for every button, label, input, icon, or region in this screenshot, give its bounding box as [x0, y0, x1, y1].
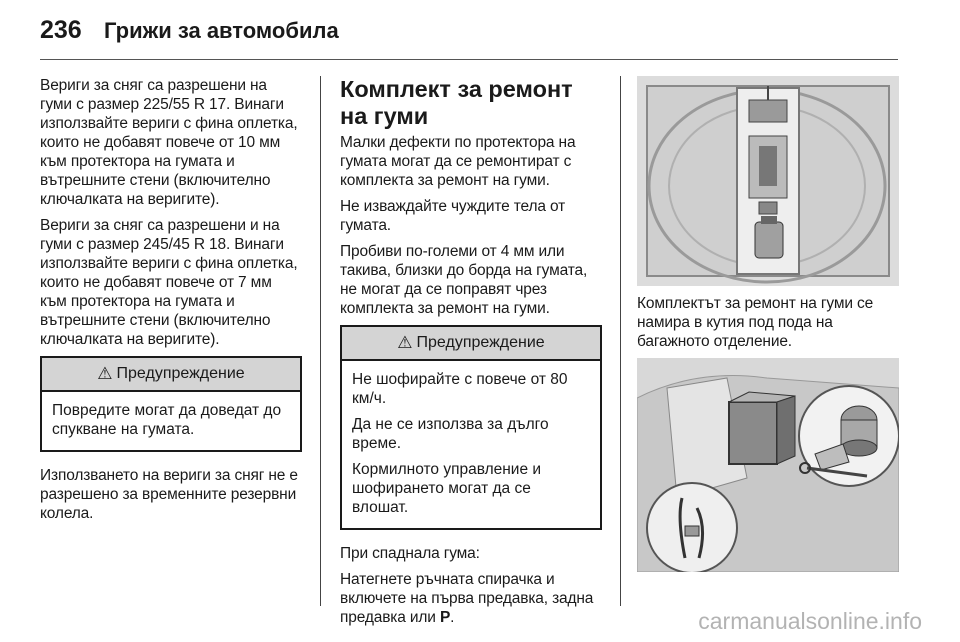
warning-line: Да не се използва за дълго време.	[352, 416, 549, 452]
warning-line: Не шофирайте с повече от 80 км/ч.	[352, 371, 568, 407]
warning-title: Предупреждение	[416, 334, 545, 351]
warning-text: Повредите могат да доведат до спукване на гумата.	[52, 402, 282, 438]
paragraph-snow-chains-17: Вериги за сняг са разрешени на гуми с размер 225/55 R 17. Винаги използвайте вериги с фина оплетка, които не добавят повече от 10 мм към протектора на гумата и вътрешните стени (включително ключалката на веригите).	[40, 77, 298, 208]
warning-title: Предупреждение	[116, 365, 245, 382]
handbrake-text: Натегнете ръчната спирачка и включете на първа предавка, задна предавка или	[340, 571, 594, 626]
column-divider-2	[620, 76, 621, 606]
section-heading: Комплект за ремонт на гуми	[340, 76, 573, 129]
column-2	[340, 76, 602, 634]
repair-kit-illustration	[637, 358, 899, 572]
gear-p-label: P	[439, 609, 451, 626]
warning-box	[340, 325, 602, 530]
warning-line: Кормилното управление и шофирането могат да се влошат.	[352, 461, 542, 516]
column-1	[40, 76, 302, 530]
header-divider	[40, 59, 898, 60]
watermark: carmanualsonline.info	[698, 608, 922, 634]
paragraph-temporary-spare: Използването на вериги за сняг не е разрешено за временните резервни колела.	[40, 467, 298, 522]
page-title: Грижи за автомобила	[104, 18, 339, 43]
warning-body	[342, 361, 600, 528]
paragraph-punctures: Пробиви по-големи от 4 мм или такива, близки до борда на гумата, не могат да се поправят чрез комплекта за ремонт на гуми.	[340, 243, 588, 317]
warning-body	[42, 392, 300, 450]
figure-trunk-floor	[637, 76, 899, 286]
warning-header	[42, 358, 300, 392]
paragraph-foreign-objects: Не изваждайте чуждите тела от гумата.	[340, 198, 566, 234]
column-3	[637, 76, 899, 580]
figure-caption: Комплектът за ремонт на гуми се намира в кутия под пода на багажното отделение.	[637, 295, 874, 350]
figure-repair-kit	[637, 358, 899, 572]
paragraph-handbrake	[340, 570, 602, 627]
warning-header	[342, 327, 600, 361]
trunk-floor-illustration	[637, 76, 899, 286]
paragraph-snow-chains-18: Вериги за сняг са разрешени и на гуми с размер 245/45 R 18. Винаги използвайте вериги с фина оплетка, които не добавят повече от 7 мм към протектора на гумата и вътрешните стени (включително ключалката на веригите).	[40, 217, 298, 348]
paragraph-flat-tyre: При спаднала гума:	[340, 545, 480, 562]
column-divider-1	[320, 76, 321, 606]
warning-triangle-icon: ⚠	[97, 364, 113, 383]
page-number: 236	[40, 16, 82, 44]
page-header	[40, 16, 920, 56]
warning-box	[40, 356, 302, 452]
handbrake-text-end: .	[450, 609, 455, 626]
warning-triangle-icon: ⚠	[397, 333, 413, 352]
paragraph-small-defects: Малки дефекти по протектора на гумата могат да се ремонтират с комплекта за ремонт на гуми.	[340, 134, 576, 189]
